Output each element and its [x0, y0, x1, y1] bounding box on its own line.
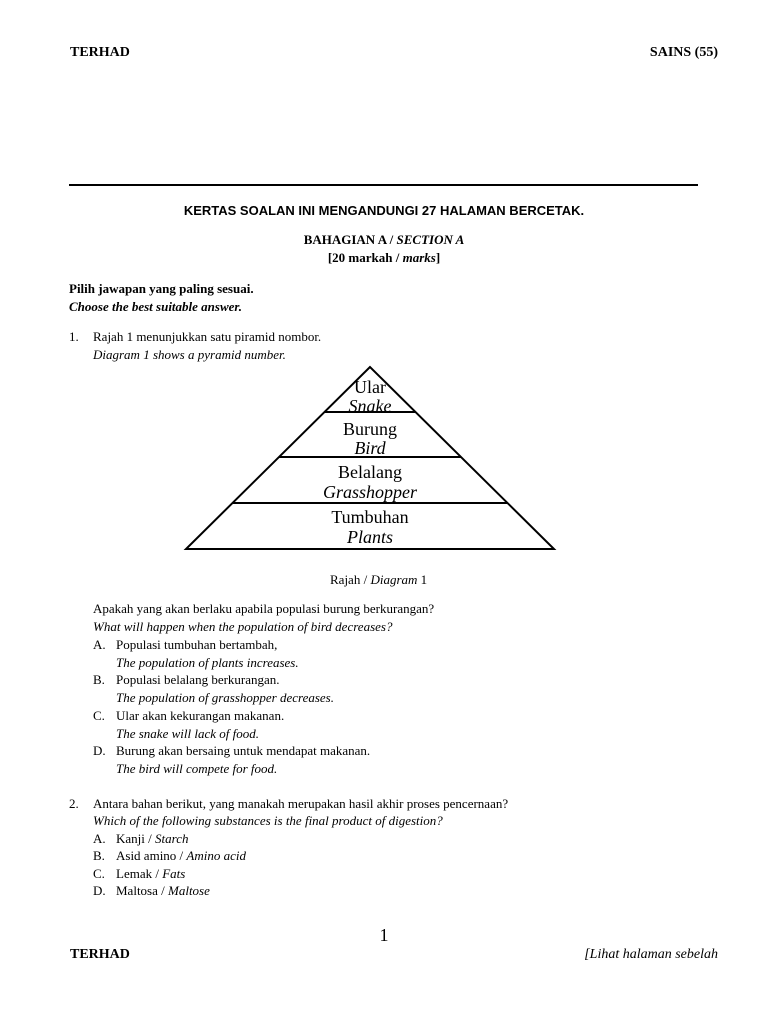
footer-left: TERHAD	[70, 947, 130, 962]
option-letter: C.	[93, 866, 105, 881]
instruction-en: Choose the best suitable answer.	[69, 299, 242, 314]
pyramid-level-3-en: Grasshopper	[322, 482, 418, 502]
marks-ms: [20 markah /	[327, 250, 403, 265]
option-text-ms: Populasi tumbuhan bertambah,	[116, 637, 278, 652]
option-text-ms: Maltosa /	[116, 883, 168, 898]
option-text-ms: Kanji /	[116, 831, 155, 846]
instruction-ms: Pilih jawapan yang paling sesuai.	[69, 281, 254, 296]
q1-stem-ms: Rajah 1 menunjukkan satu piramid nombor.	[93, 329, 322, 344]
q2-stem-en: Which of the following substances is the final product of digestion?	[93, 813, 443, 828]
option-letter: D.	[93, 883, 106, 898]
option-letter: A.	[93, 831, 106, 846]
option-text-en: The snake will lack of food.	[116, 725, 259, 741]
option-letter: C.	[93, 708, 105, 723]
q2-number: 2.	[69, 796, 79, 811]
option-text-ms: Burung akan bersaing untuk mendapat makanan.	[116, 743, 371, 758]
q1-question-ms: Apakah yang akan berlaku apabila populasi burung berkurangan?	[93, 601, 435, 616]
option-letter: A.	[93, 637, 106, 652]
pyramid-level-3-ms: Belalang	[338, 462, 402, 482]
option-letter: D.	[93, 743, 106, 758]
q1-question-en: What will happen when the population of bird decreases?	[93, 619, 393, 634]
pyramid-level-1-en: Snake	[348, 396, 392, 416]
option-text-ms: Asid amino /	[116, 848, 187, 863]
caption-en: Diagram	[370, 572, 418, 587]
pyramid-level-4-ms: Tumbuhan	[331, 507, 409, 527]
option-text-en: Starch	[155, 831, 189, 846]
option-letter: B.	[93, 848, 105, 863]
marks-en: marks	[402, 250, 436, 265]
option-text-en: The population of grasshopper decreases.	[116, 689, 334, 705]
caption-number: 1	[417, 572, 428, 587]
header-left: TERHAD	[70, 45, 130, 60]
option-text-en: Amino acid	[186, 848, 246, 863]
q1-number: 1.	[69, 329, 79, 344]
option-text-ms: Populasi belalang berkurangan.	[116, 672, 280, 687]
option-text-en: The bird will compete for food.	[116, 760, 278, 776]
option-text-en: The population of plants increases.	[116, 654, 299, 670]
diagram-caption	[330, 571, 427, 589]
marks-close: ]	[435, 250, 441, 265]
q1-stem-en: Diagram 1 shows a pyramid number.	[93, 347, 286, 362]
pyramid-level-1-ms: Ular	[354, 377, 386, 397]
option-letter: B.	[93, 672, 105, 687]
header-right: SAINS (55)	[649, 45, 718, 60]
section-title-en: SECTION A	[396, 232, 465, 247]
option-text-ms: Lemak /	[116, 866, 163, 881]
page-count-notice: KERTAS SOALAN INI MENGANDUNGI 27 HALAMAN BERCETAK.	[183, 203, 585, 218]
page-number: 1	[379, 925, 389, 945]
pyramid-level-2-ms: Burung	[343, 419, 397, 439]
caption-ms: Rajah /	[330, 572, 371, 587]
q2-stem-ms: Antara bahan berikut, yang manakah merupakan hasil akhir proses pencernaan?	[93, 796, 509, 811]
section-title-ms: BAHAGIAN A /	[303, 232, 397, 247]
pyramid-level-2-en: Bird	[354, 438, 386, 458]
option-text-en: Maltose	[168, 883, 210, 898]
option-text-en: Fats	[162, 866, 186, 881]
pyramid-level-4-en: Plants	[346, 527, 394, 547]
option-text-ms: Ular akan kekurangan makanan.	[116, 708, 285, 723]
footer-right: [Lihat halaman sebelah	[584, 947, 718, 962]
